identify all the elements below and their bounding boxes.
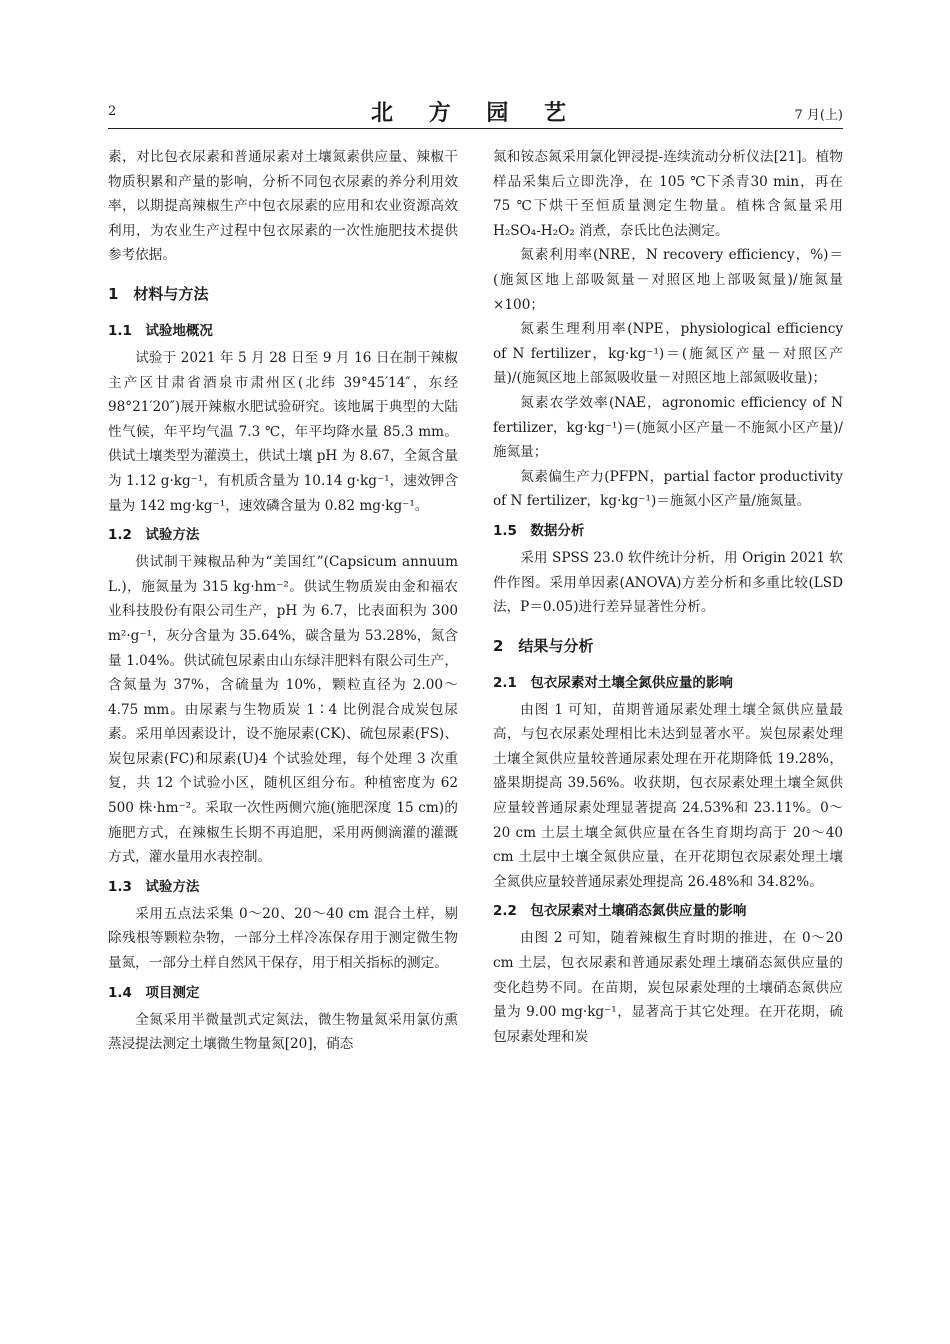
section-1-1-paragraph: 试验于 2021 年 5 月 28 日至 9 月 16 日在制干辣椒主产区甘肃省酒泉市肃州区(北纬 39°45′14″，东经 98°21′20″)展开辣椒水肥试验研究。该地属于典型的大陆性气候，年平均气温 7.3 ℃，年平均降水量 85.3 mm。供试土壤类型为灌漠土，供试土壤 pH 为 8.67，全氮含量为 1.12 g·kg⁻¹，有机质含量为 10.14 g·kg⁻¹，速效钾含量为 142 mg·kg⁻¹，速效磷含量为 0.82 mg·kg⁻¹。 <box>108 349 458 514</box>
section-2-2-heading: 2.2 包衣尿素对土壤硝态氮供应量的影响 <box>493 903 747 920</box>
section-1-heading: 1 材料与方法 <box>108 284 209 303</box>
right-column <box>493 145 843 1049</box>
continued-paragraph: 氮和铵态氮采用氯化钾浸提-连续流动分析仪法[21]。植物样品采集后立即洗净，在 105 ℃下杀青30 min，再在 75 ℃下烘干至恒质量测定生物量。植株含氮量采用 H₂SO₄-H₂O₂ 消煮，奈氏比色法测定。 <box>493 149 843 239</box>
intro-paragraph: 素，对比包衣尿素和普通尿素对土壤氮素供应量、辣椒干物质积累和产量的影响，分析不同包衣尿素的养分利用效率，以期提高辣椒生产中包衣尿素的应用和农业资源高效利用，为农业生产过程中包衣尿素的一次性施肥技术提供参考依据。 <box>108 149 458 264</box>
section-1-3-heading: 1.3 试验方法 <box>108 878 200 895</box>
left-column <box>108 145 458 1057</box>
section-1-5-paragraph: 采用 SPSS 23.0 软件统计分析，用 Origin 2021 软件作图。采用单因素(ANOVA)方差分析和多重比较(LSD 法，P＝0.05)进行差异显著性分析。 <box>493 549 843 616</box>
nae-formula: 氮素农学效率(NAE，agronomic efficiency of N fertilizer，kg·kg⁻¹)＝(施氮小区产量－不施氮小区产量)/施氮量； <box>493 394 843 461</box>
section-1-4-paragraph: 全氮采用半微量凯式定氮法，微生物量氮采用氯仿熏蒸浸提法测定土壤微生物量氮[20]，硝态 <box>108 1011 458 1053</box>
section-1-5-heading: 1.5 数据分析 <box>493 522 585 539</box>
section-1-4-heading: 1.4 项目测定 <box>108 984 200 1001</box>
section-1-1-heading: 1.1 试验地概况 <box>108 322 213 339</box>
section-1-2-heading: 1.2 试验方法 <box>108 527 200 544</box>
section-2-heading: 2 结果与分析 <box>493 636 594 655</box>
journal-title: 北 方 园 艺 <box>371 101 580 126</box>
pfpn-formula: 氮素偏生产力(PFPN，partial factor productivity of N fertilizer，kg·kg⁻¹)＝施氮小区产量/施氮量。 <box>493 468 843 510</box>
section-2-2-paragraph: 由图 2 可知，随着辣椒生育时期的推进，在 0～20 cm 土层，包衣尿素和普通尿素处理土壤硝态氮供应量的变化趋势不同。在苗期，炭包尿素处理的土壤硝态氮供应量为 9.00 mg·kg⁻¹，显著高于其它处理。在开花期，硫包尿素处理和炭 <box>493 930 843 1045</box>
page-number: 2 <box>108 104 117 119</box>
section-1-3-paragraph: 采用五点法采集 0～20、20～40 cm 混合土样，剔除残根等颗粒杂物，一部分土样冷冻保存用于测定微生物量氮，一部分土样自然风干保存，用于相关指标的测定。 <box>108 905 458 972</box>
section-2-1-heading: 2.1 包衣尿素对土壤全氮供应量的影响 <box>493 674 733 691</box>
section-1-2-paragraph: 供试制干辣椒品种为“美国红”(Capsicum annuum L.)，施氮量为 315 kg·hm⁻²。供试生物质炭由金和福农业科技股份有限公司生产，pH 为 6.7，比表面积为 300 m²·g⁻¹，灰分含量为 35.64%，碳含量为 53.28%，氮含量 1.04%。供试硫包尿素由山东绿沣肥料有限公司生产，含氮量为 37%，含硫量为 10%，颗粒直径为 2.00～4.75 mm。由尿素与生物质炭 1∶4 比例混合成炭包尿素。采用单因素设计，设不施尿素(CK)、硫包尿素(FS)、炭包尿素(FC)和尿素(U)4 个试验处理，每个处理 3 次重复，共 12 个试验小区，随机区组分布。种植密度为 62 500 株·hm⁻²。采取一次性两侧穴施(施肥深度 15 cm)的施肥方式，在辣椒生长期不再追肥，采用两侧滴灌的灌溉方式，灌水量用水表控制。 <box>108 554 458 866</box>
header-rule <box>108 128 843 129</box>
npe-formula: 氮素生理利用率(NPE，physiological efficiency of N fertilizer，kg·kg⁻¹)＝(施氮区产量－对照区产量)/(施氮区地上部氮吸收量－对照区地上部氮吸收量)； <box>493 321 843 387</box>
running-header <box>108 98 843 126</box>
issue-label: 7 月(上) <box>794 108 843 123</box>
nre-formula: 氮素利用率(NRE，N recovery efficiency，%)＝(施氮区地上部吸氮量－对照区地上部吸氮量)/施氮量×100； <box>493 247 843 313</box>
section-2-1-paragraph: 由图 1 可知，苗期普通尿素处理土壤全氮供应量最高，与包衣尿素处理相比未达到显著水平。炭包尿素处理土壤全氮供应量较普通尿素处理在开花期降低 19.28%，盛果期提高 39.56%。收获期，包衣尿素处理土壤全氮供应量较普通尿素处理显著提高 24.53%和 23.11%。0～20 cm 土层土壤全氮供应量在各生育期均高于 20～40 cm 土层中土壤全氮供应量，在开花期包衣尿素处理土壤全氮供应量较普通尿素处理提高 26.48%和 34.82%。 <box>493 701 843 890</box>
